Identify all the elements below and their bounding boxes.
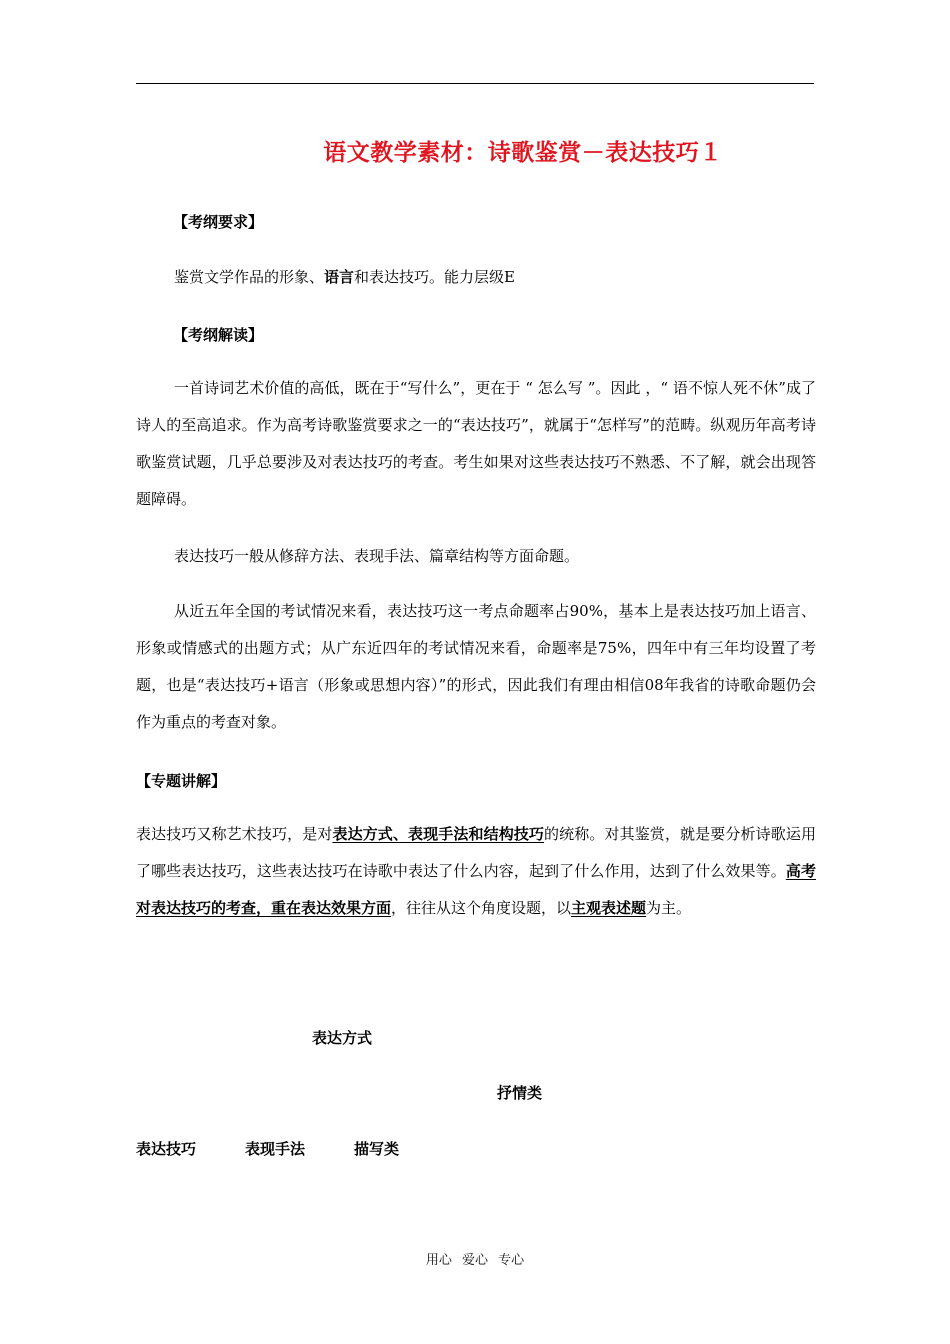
lecture-text-e: ，往往从这个角度设题，以 [391, 899, 572, 917]
diagram-descriptive-type: 描写类 [354, 1140, 400, 1158]
document-title: 语文教学素材：诗歌鉴赏－表达技巧１ [323, 140, 723, 166]
header-rule [136, 83, 814, 84]
lecture-text-c: 的统称。对其鉴赏，就是要分析诗歌运用了哪些表达技巧，这些表达技巧在诗歌中表达了什么内容，起到了什么作用，达到了什么效果等。 [136, 825, 816, 880]
diagram-method: 表现手法 [245, 1140, 306, 1158]
requirement-text-bold: 语言 [324, 268, 355, 286]
lecture-emphasis-subjective: 主观表述题 [571, 899, 647, 917]
interpretation-paragraph-2: 表达技巧一般从修辞方法、表现手法、篇章结构等方面命题。 [174, 547, 580, 565]
requirement-text-part2: 和表达技巧。能力层级E [354, 268, 515, 286]
requirement-heading: 【考纲要求】 [173, 213, 264, 231]
lecture-text-a: 表达技巧又称艺术技巧，是对 [136, 825, 333, 843]
interpretation-heading: 【考纲解读】 [173, 326, 264, 344]
diagram-technique: 表达技巧 [136, 1140, 197, 1158]
requirement-text-part1: 鉴赏文学作品的形象、 [174, 268, 325, 286]
lecture-emphasis-techniques: 表达方式、表现手法和结构技巧 [332, 825, 545, 843]
requirement-text [174, 259, 814, 296]
page-footer: 用心 爱心 专心 [425, 1253, 525, 1268]
diagram-expression-mode: 表达方式 [312, 1029, 373, 1047]
lecture-heading: 【专题讲解】 [136, 772, 227, 790]
diagram-lyric-type: 抒情类 [497, 1084, 543, 1102]
lecture-paragraph [136, 816, 816, 927]
interpretation-paragraph-3: 从近五年全国的考试情况来看，表达技巧这一考点命题率占90%，基本上是表达技巧加上语言、形象或情感式的出题方式；从广东近四年的考试情况来看，命题率是75%，四年中有三年均设置了考题，也是“表达技巧+语言（形象或思想内容）”的形式，因此我们有理由相信08年我省的诗歌命题仍会作为重点的考查对象。 [136, 602, 816, 731]
lecture-text-g: 为主。 [646, 899, 692, 917]
interpretation-paragraph-1: 一首诗词艺术价值的高低，既在于“写什么”，更在于 “ 怎么写 ”。因此 ，“ 语不惊人死不休”成了诗人的至高追求。作为高考诗歌鉴赏要求之一的“表达技巧”，就属于“怎样写”的范畴。纵观历年高考诗歌鉴赏试题，几乎总要涉及对表达技巧的考查。考生如果对这些表达技巧不熟悉、不了解，就会出现答题障碍。 [136, 379, 816, 508]
lecture-emphasis-effect: 高考对表达技巧的考查，重在表达效果方面 [136, 862, 816, 917]
